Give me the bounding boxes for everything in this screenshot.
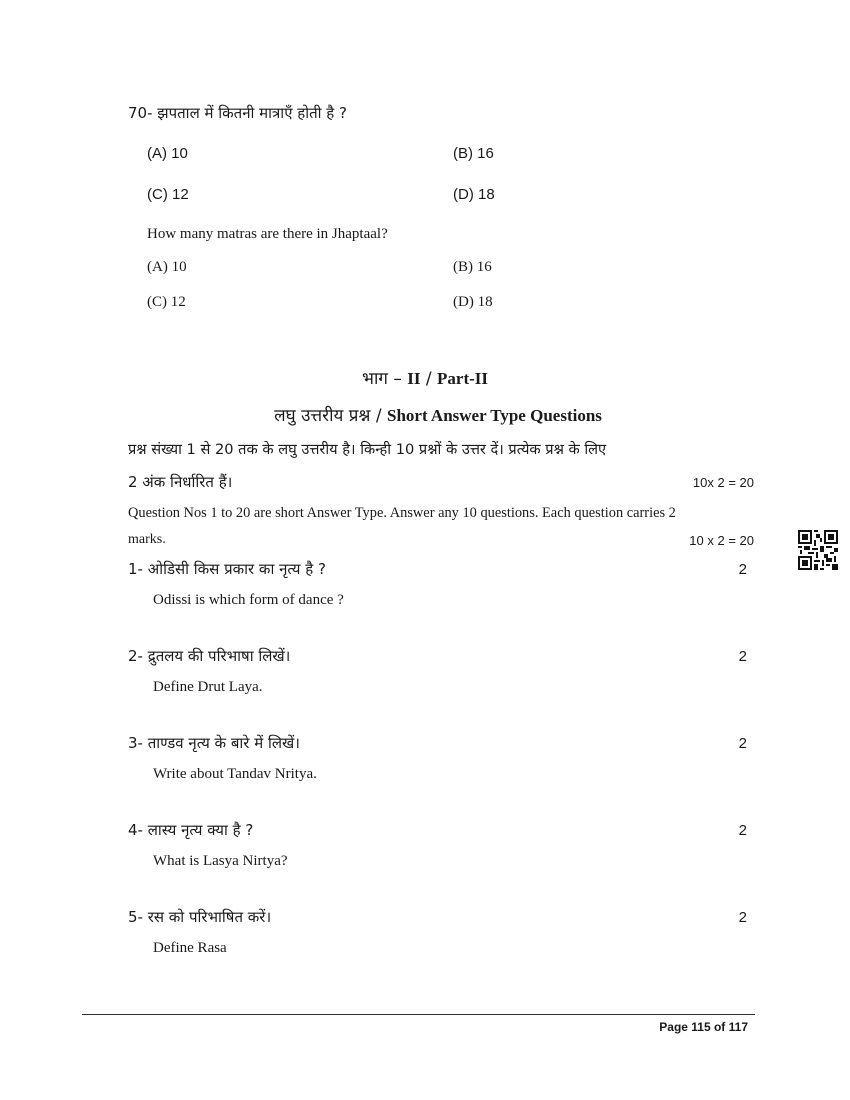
q70-hindi-option-a: (A) 10 <box>147 145 188 162</box>
question-3-english: Write about Tandav Nritya. <box>153 766 317 782</box>
question-4-hindi: 4- लास्य नृत्य क्या है ? <box>128 821 254 839</box>
instructions-hindi-line2: 2 अंक निर्धारित हैं। <box>128 473 233 491</box>
q70-hindi-option-b: (B) 16 <box>453 145 494 162</box>
question-1-hindi: 1- ओडिसी किस प्रकार का नृत्य है ? <box>128 560 326 578</box>
q70-english-option-b: (B) 16 <box>453 259 492 275</box>
q70-hindi-option-d: (D) 18 <box>453 186 495 203</box>
instructions-english-line2: marks. <box>128 532 166 547</box>
question-2-marks: 2 <box>738 648 747 665</box>
q70-english-option-c: (C) 12 <box>147 294 186 310</box>
qr-code <box>798 530 838 570</box>
part-subtitle-separator: / <box>370 406 387 426</box>
part-subtitle-english: Short Answer Type Questions <box>387 406 602 425</box>
question-4-english: What is Lasya Nirtya? <box>153 853 288 869</box>
question-2-english: Define Drut Laya. <box>153 679 263 695</box>
instructions-english-marks: 10 x 2 = 20 <box>689 533 754 548</box>
question-5-hindi: 5- रस को परिभाषित करें। <box>128 908 272 926</box>
part-subtitle <box>0 403 850 426</box>
part-subtitle-hindi: लघु उत्तरीय प्रश्न <box>274 406 371 426</box>
question-2-hindi: 2- द्रुतलय की परिभाषा लिखें। <box>128 647 291 665</box>
question-1-english: Odissi is which form of dance ? <box>153 592 344 608</box>
page-number: Page 115 of 117 <box>659 1020 748 1034</box>
part-title <box>0 366 850 389</box>
question-5-marks: 2 <box>738 909 747 926</box>
part-title-separator: / <box>420 369 438 389</box>
question-5-english: Define Rasa <box>153 940 227 956</box>
part-title-hindi: भाग – <box>362 369 408 389</box>
q70-english-option-d: (D) 18 <box>453 294 493 310</box>
instructions-hindi-marks: 10x 2 = 20 <box>692 475 754 490</box>
question-3-marks: 2 <box>738 735 747 752</box>
part-title-roman: II <box>407 369 421 388</box>
instructions-english-line1: Question Nos 1 to 20 are short Answer Type. Answer any 10 questions. Each question carries 2 <box>128 505 676 521</box>
q70-english-option-a: (A) 10 <box>147 259 187 275</box>
part-title-english: Part-II <box>437 369 488 388</box>
footer-divider <box>82 1014 755 1015</box>
q70-english-question: How many matras are there in Jhaptaal? <box>147 226 388 242</box>
question-4-marks: 2 <box>738 822 747 839</box>
question-1-marks: 2 <box>738 561 747 578</box>
q70-hindi-option-c: (C) 12 <box>147 186 189 203</box>
instructions-hindi-line1: प्रश्न संख्या 1 से 20 तक के लघु उत्तरीय है। किन्ही 10 प्रश्नों के उत्तर दें। प्रत्येक प्रश्न के लिए <box>128 441 607 458</box>
question-3-hindi: 3- ताण्डव नृत्य के बारे में लिखें। <box>128 734 300 752</box>
q70-hindi-question: 70- झपताल में कितनी मात्राएँ होती है ? <box>128 104 348 122</box>
